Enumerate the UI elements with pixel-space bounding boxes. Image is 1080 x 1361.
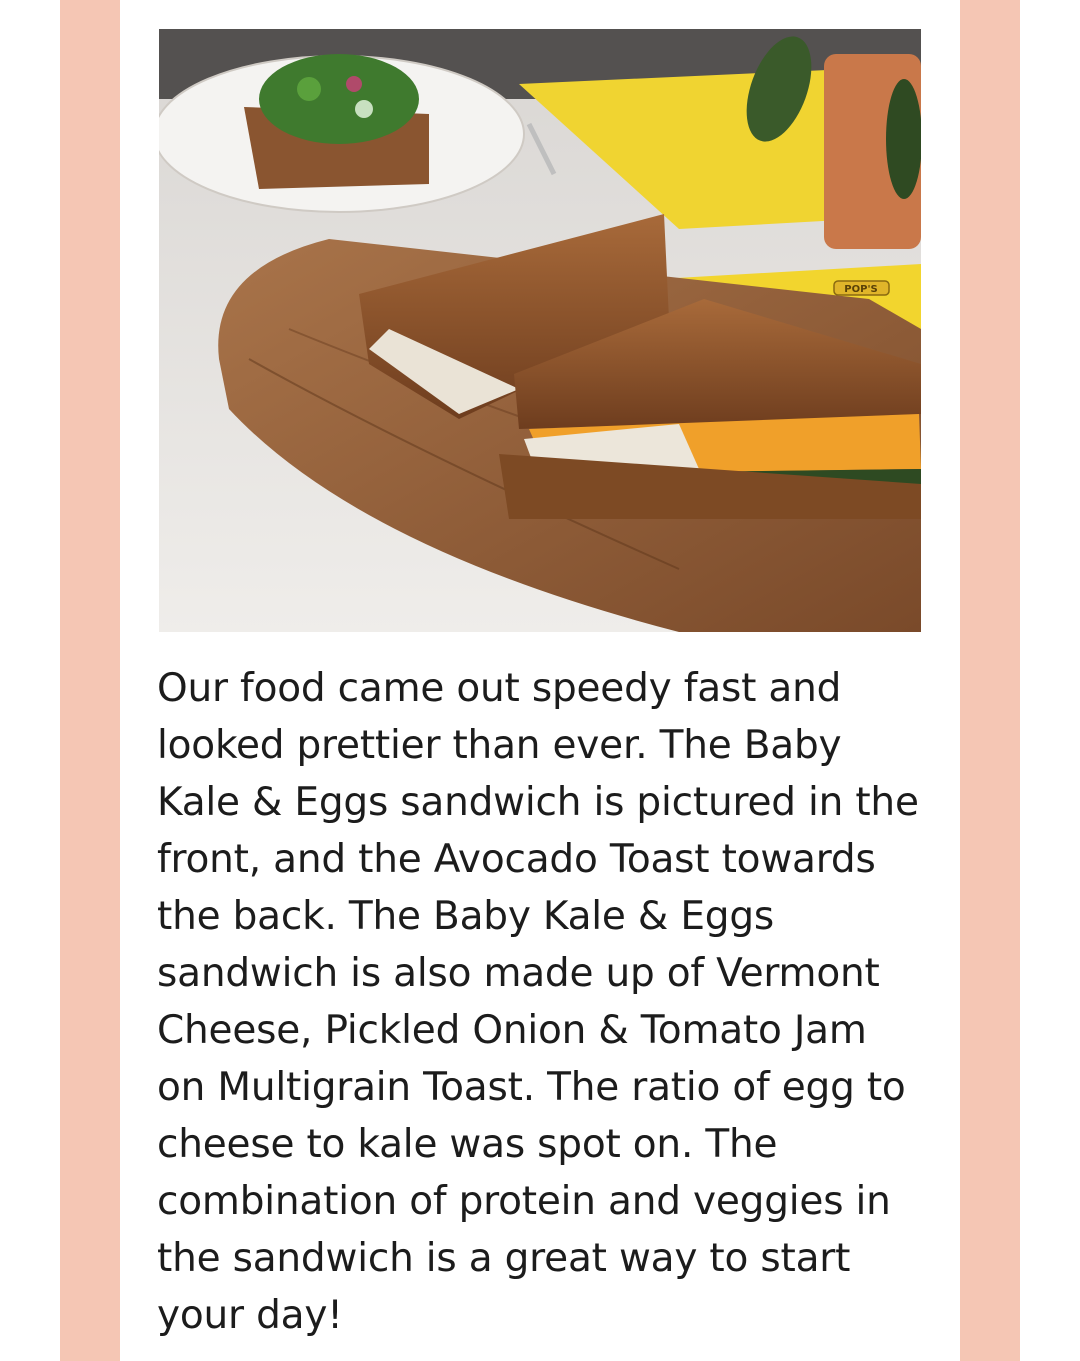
avocado-toast-greens (259, 54, 419, 144)
food-photo (159, 29, 921, 632)
plant-leaf-2 (886, 79, 921, 199)
pickled-onion-detail (346, 76, 362, 92)
right-side-band (960, 0, 1020, 1361)
greens-detail (297, 77, 321, 101)
food-photo-illustration (159, 29, 921, 632)
menu-logo-text: POP'S (844, 284, 878, 295)
feta-detail (355, 100, 373, 118)
article-paragraph: Our food came out speedy fast and looked prettier than ever. The Baby Kale & Eggs sandwich is pictured in the front, and the Avocado Toast towards the back. The Baby Kale & Eggs sandwich is also made up of Vermont Cheese, Pickled Onion & Tomato Jam on Multigrain Toast. The ratio of egg to cheese to kale was spot on. The combination of protein and veggies in the sandwich is a great way to start your day! (157, 666, 919, 1338)
left-side-band (60, 0, 120, 1361)
